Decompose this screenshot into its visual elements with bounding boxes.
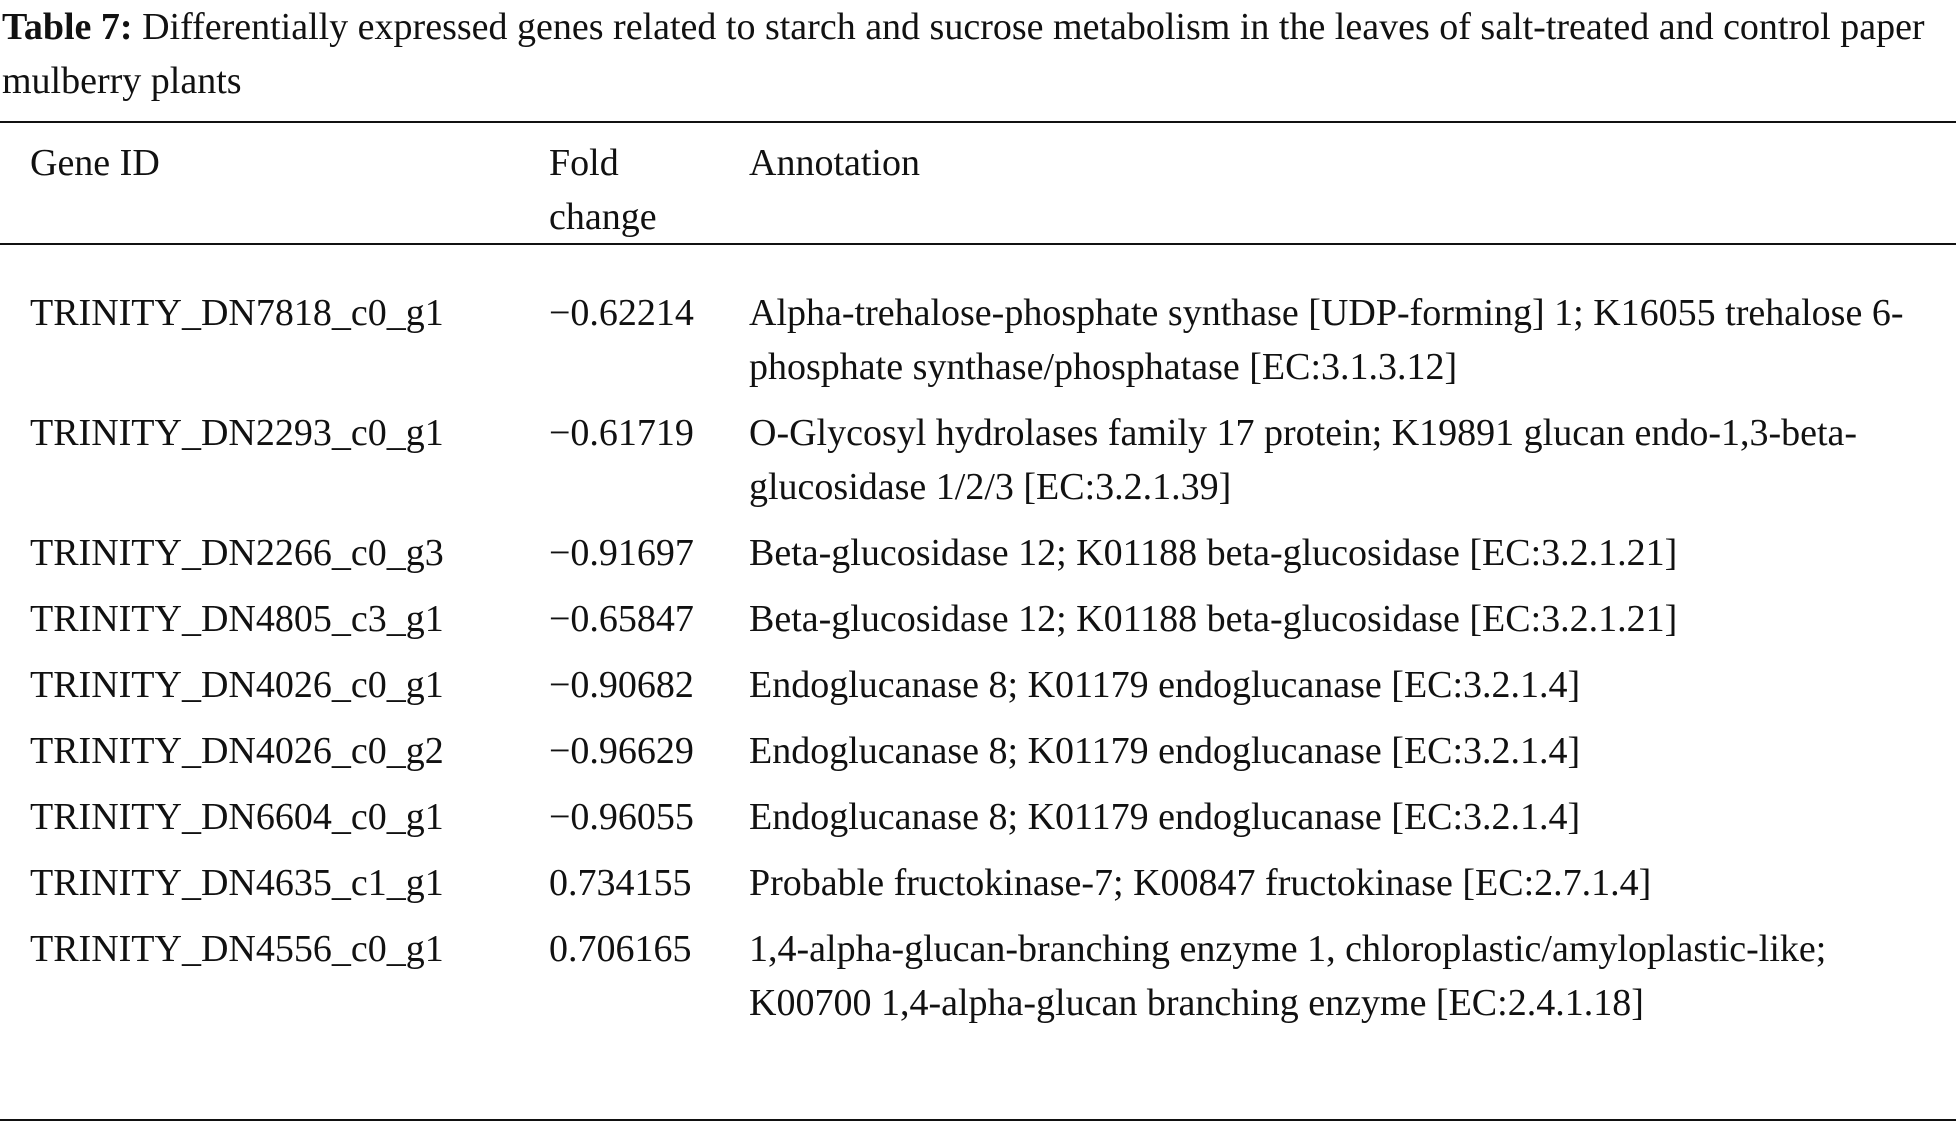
cell-annotation: Endoglucanase 8; K01179 endoglucanase [EC:3.2.1.4] <box>749 796 1581 838</box>
cell-gene-id: TRINITY_DN4026_c0_g2 <box>30 730 444 772</box>
cell-gene-id: TRINITY_DN4635_c1_g1 <box>30 862 444 904</box>
cell-gene-id: TRINITY_DN4805_c3_g1 <box>30 598 444 640</box>
cell-gene-id: TRINITY_DN2293_c0_g1 <box>30 412 444 454</box>
cell-gene-id: TRINITY_DN7818_c0_g1 <box>30 292 444 334</box>
table-row <box>0 406 1949 526</box>
data-table <box>0 136 1949 1042</box>
cell-annotation: O-Glycosyl hydrolases family 17 protein; K19891 glucan endo-1,3-beta-glucosidase 1/2/3 [EC:3.2.1.39] <box>749 412 1858 508</box>
table-bottom-rule <box>0 1119 1956 1121</box>
cell-fold-change: −0.65847 <box>549 598 694 640</box>
table-row <box>0 724 1949 790</box>
cell-fold-change: −0.61719 <box>549 412 694 454</box>
cell-annotation: Endoglucanase 8; K01179 endoglucanase [EC:3.2.1.4] <box>749 664 1581 706</box>
cell-fold-change: −0.96629 <box>549 730 694 772</box>
table-caption-label: Table 7: <box>2 6 133 48</box>
cell-annotation: Alpha-trehalose-phosphate synthase [UDP-forming] 1; K16055 trehalose 6-phosphate synthase/phosphatase [EC:3.1.3.12] <box>749 292 1904 388</box>
table-row <box>0 922 1949 1042</box>
header-annotation: Annotation <box>749 142 920 184</box>
table-caption-text: Differentially expressed genes related to starch and sucrose metabolism in the leaves of salt-treated and control paper mulberry plants <box>2 6 1925 102</box>
table-header-row <box>0 136 1949 260</box>
table-caption <box>2 0 1954 108</box>
cell-annotation: Beta-glucosidase 12; K01188 beta-glucosidase [EC:3.2.1.21] <box>749 598 1678 640</box>
cell-fold-change: 0.734155 <box>549 862 692 904</box>
cell-gene-id: TRINITY_DN6604_c0_g1 <box>30 796 444 838</box>
table-row <box>0 286 1949 406</box>
cell-gene-id: TRINITY_DN4026_c0_g1 <box>30 664 444 706</box>
cell-fold-change: −0.90682 <box>549 664 694 706</box>
header-fold-change-line2: change <box>549 196 657 238</box>
table-row <box>0 658 1949 724</box>
cell-annotation: Probable fructokinase-7; K00847 fructokinase [EC:2.7.1.4] <box>749 862 1652 904</box>
table-row <box>0 790 1949 856</box>
header-fold-change <box>549 136 749 260</box>
header-gene-id: Gene ID <box>30 142 160 184</box>
table-row <box>0 856 1949 922</box>
cell-fold-change: 0.706165 <box>549 928 692 970</box>
header-fold-change-line1: Fold <box>549 142 619 184</box>
cell-fold-change: −0.62214 <box>549 292 694 334</box>
table-row <box>0 526 1949 592</box>
table-top-rule <box>0 121 1956 123</box>
cell-gene-id: TRINITY_DN4556_c0_g1 <box>30 928 444 970</box>
cell-annotation: 1,4-alpha-glucan-branching enzyme 1, chloroplastic/amyloplastic-like; K00700 1,4-alpha-glucan branching enzyme [EC:2.4.1.18] <box>749 928 1827 1024</box>
table-row <box>0 592 1949 658</box>
cell-gene-id: TRINITY_DN2266_c0_g3 <box>30 532 444 574</box>
cell-fold-change: −0.91697 <box>549 532 694 574</box>
cell-annotation: Endoglucanase 8; K01179 endoglucanase [EC:3.2.1.4] <box>749 730 1581 772</box>
cell-annotation: Beta-glucosidase 12; K01188 beta-glucosidase [EC:3.2.1.21] <box>749 532 1678 574</box>
cell-fold-change: −0.96055 <box>549 796 694 838</box>
